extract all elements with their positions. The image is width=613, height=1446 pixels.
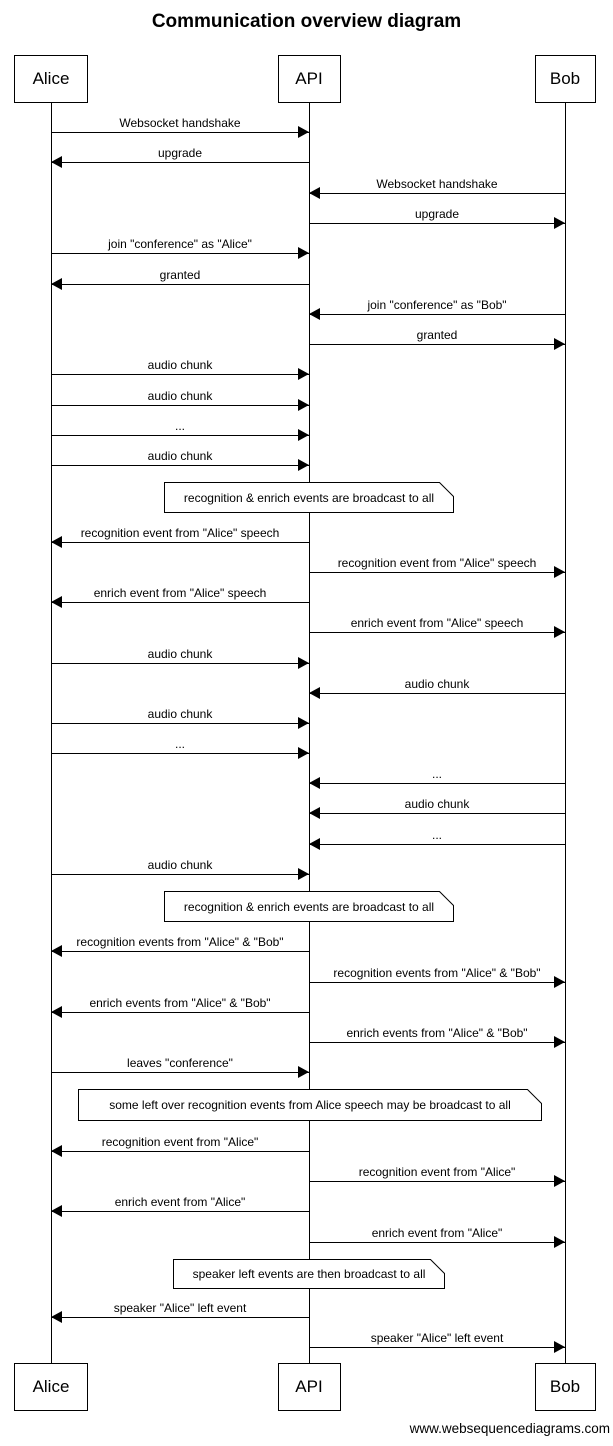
arrowhead-icon (298, 868, 309, 880)
message-label: join "conference" as "Alice" (108, 237, 252, 251)
note (78, 1089, 542, 1121)
arrowhead-icon (298, 717, 309, 729)
arrowhead-icon (309, 687, 320, 699)
arrowhead-icon (309, 308, 320, 320)
arrowhead-icon (298, 368, 309, 380)
note (173, 1259, 445, 1289)
actor-box-bottom-alice: Alice (14, 1363, 88, 1411)
actor-box-top-alice: Alice (14, 55, 88, 103)
arrowhead-icon (51, 1311, 62, 1323)
message-line (309, 572, 565, 573)
note (164, 891, 454, 922)
message-label: audio chunk (147, 707, 213, 721)
message-line (51, 1211, 309, 1212)
arrowhead-icon (554, 626, 565, 638)
lifeline-bob (565, 103, 566, 1363)
arrowhead-icon (554, 338, 565, 350)
arrowhead-icon (554, 1175, 565, 1187)
message-label: join "conference" as "Bob" (367, 298, 507, 312)
message-label: ... (431, 828, 442, 842)
note-text: recognition & enrich events are broadcast to all (183, 899, 435, 914)
message-label: granted (159, 268, 201, 282)
lifeline-alice (51, 103, 52, 1363)
message-line (309, 632, 565, 633)
message-line (51, 1151, 309, 1152)
message-line (51, 951, 309, 952)
message-line (309, 223, 565, 224)
note-text: some left over recognition events from Alice speech may be broadcast to all (109, 1098, 511, 1112)
message-line (51, 435, 309, 436)
message-line (51, 1317, 309, 1318)
message-label: granted (416, 328, 458, 342)
message-line (309, 1242, 565, 1243)
message-line (51, 542, 309, 543)
message-label: speaker "Alice" left event (370, 1331, 504, 1345)
message-label: enrich events from "Alice" & "Bob" (346, 1026, 528, 1040)
message-label: audio chunk (404, 677, 470, 691)
message-label: ... (174, 737, 185, 751)
message-line (51, 132, 309, 133)
note-fold-icon (430, 1259, 445, 1274)
actor-box-bottom-api: API (278, 1363, 341, 1411)
arrowhead-icon (309, 838, 320, 850)
message-label: enrich event from "Alice" speech (93, 586, 267, 600)
message-line (51, 1072, 309, 1073)
arrowhead-icon (298, 1066, 309, 1078)
message-label: audio chunk (147, 389, 213, 403)
note (164, 482, 454, 513)
note-fold-icon (527, 1089, 542, 1104)
message-line (309, 813, 565, 814)
watermark: www.websequencediagrams.com (409, 1421, 610, 1436)
message-line (51, 723, 309, 724)
message-label: upgrade (414, 207, 460, 221)
message-line (51, 284, 309, 285)
message-line (309, 1042, 565, 1043)
actor-box-bottom-bob: Bob (535, 1363, 596, 1411)
arrowhead-icon (298, 459, 309, 471)
message-label: audio chunk (147, 449, 213, 463)
actor-box-top-bob: Bob (535, 55, 596, 103)
message-line (309, 982, 565, 983)
message-line (51, 663, 309, 664)
arrowhead-icon (51, 536, 62, 548)
message-label: recognition event from "Alice" speech (80, 526, 280, 540)
message-label: recognition event from "Alice" (101, 1135, 259, 1149)
arrowhead-icon (298, 657, 309, 669)
note-text: speaker left events are then broadcast to all (192, 1267, 426, 1281)
message-line (309, 314, 565, 315)
note-text: recognition & enrich events are broadcast to all (183, 490, 435, 505)
arrowhead-icon (554, 976, 565, 988)
arrowhead-icon (298, 747, 309, 759)
message-label: recognition event from "Alice" (358, 1165, 516, 1179)
arrowhead-icon (298, 429, 309, 441)
message-label: Websocket handshake (119, 116, 241, 130)
page-title: Communication overview diagram (151, 11, 462, 32)
arrowhead-icon (298, 126, 309, 138)
arrowhead-icon (51, 1205, 62, 1217)
note-fold-icon (439, 482, 454, 497)
note-fold-icon (439, 891, 454, 906)
arrowhead-icon (554, 1341, 565, 1353)
message-line (51, 874, 309, 875)
message-label: audio chunk (147, 858, 213, 872)
message-line (309, 193, 565, 194)
message-label: leaves "conference" (127, 1056, 233, 1070)
message-line (51, 602, 309, 603)
message-line (309, 693, 565, 694)
message-label: recognition events from "Alice" & "Bob" (76, 935, 284, 949)
arrowhead-icon (309, 777, 320, 789)
message-label: audio chunk (147, 647, 213, 661)
message-label: enrich events from "Alice" & "Bob" (89, 996, 271, 1010)
message-line (51, 1012, 309, 1013)
message-label: audio chunk (404, 797, 470, 811)
message-line (309, 1181, 565, 1182)
arrowhead-icon (554, 217, 565, 229)
message-line (309, 783, 565, 784)
arrowhead-icon (298, 247, 309, 259)
arrowhead-icon (309, 807, 320, 819)
message-label: ... (174, 419, 185, 433)
arrowhead-icon (554, 1036, 565, 1048)
actor-box-top-api: API (278, 55, 341, 103)
arrowhead-icon (51, 1145, 62, 1157)
message-label: ... (431, 767, 442, 781)
arrowhead-icon (554, 566, 565, 578)
message-label: Websocket handshake (376, 177, 498, 191)
message-label: audio chunk (147, 358, 213, 372)
message-line (51, 162, 309, 163)
message-line (309, 1347, 565, 1348)
arrowhead-icon (51, 596, 62, 608)
message-line (51, 465, 309, 466)
arrowhead-icon (51, 945, 62, 957)
message-line (51, 374, 309, 375)
message-label: recognition event from "Alice" speech (337, 556, 537, 570)
message-line (309, 844, 565, 845)
message-line (51, 753, 309, 754)
message-label: enrich event from "Alice" (114, 1195, 246, 1209)
message-label: speaker "Alice" left event (113, 1301, 247, 1315)
message-label: recognition events from "Alice" & "Bob" (333, 966, 541, 980)
message-line (309, 344, 565, 345)
arrowhead-icon (51, 278, 62, 290)
message-label: enrich event from "Alice" speech (350, 616, 524, 630)
arrowhead-icon (309, 187, 320, 199)
arrowhead-icon (51, 1006, 62, 1018)
message-line (51, 253, 309, 254)
message-line (51, 405, 309, 406)
message-label: enrich event from "Alice" (371, 1226, 503, 1240)
arrowhead-icon (298, 399, 309, 411)
arrowhead-icon (51, 156, 62, 168)
message-label: upgrade (157, 146, 203, 160)
arrowhead-icon (554, 1236, 565, 1248)
